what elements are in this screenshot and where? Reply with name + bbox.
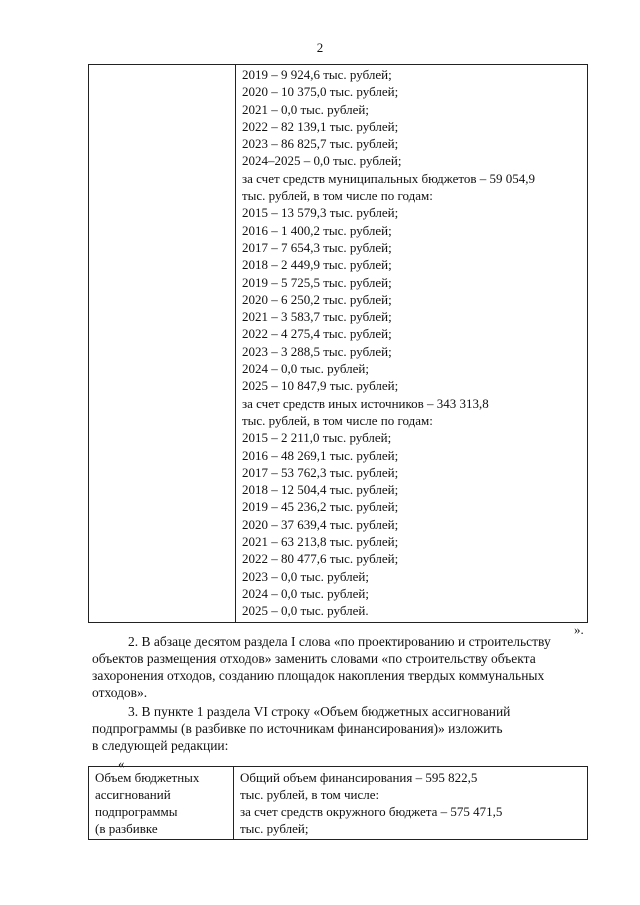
- page-number: 2: [316, 40, 324, 55]
- row-header-line: ассигнований: [95, 787, 171, 802]
- funding-line: 2021 – 3 583,7 тыс. рублей;: [242, 309, 392, 325]
- funding-line: 2017 – 53 762,3 тыс. рублей;: [242, 464, 399, 480]
- funding-line: 2015 – 13 579,3 тыс. рублей;: [242, 205, 399, 221]
- opening-quote: «: [118, 756, 125, 771]
- paragraph-3: [92, 703, 590, 754]
- funding-line: 2024 – 0,0 тыс. рублей;: [242, 361, 369, 377]
- value-line: тыс. рублей;: [240, 821, 309, 836]
- funding-source-line: за счет средств иных источников – 343 313,8: [242, 395, 489, 411]
- value-line: за счет средств окружного бюджета – 575 471,5: [240, 804, 503, 819]
- funding-source-line: тыс. рублей, в том числе по годам:: [242, 188, 433, 204]
- funding-line: 2016 – 48 269,1 тыс. рублей;: [242, 447, 399, 463]
- paragraph-line: в следующей редакции:: [92, 738, 229, 753]
- row-header-line: (в разбивке: [95, 821, 158, 836]
- funding-line: 2021 – 0,0 тыс. рублей;: [242, 101, 369, 117]
- table-right-cell: [236, 65, 588, 623]
- funding-line: 2020 – 6 250,2 тыс. рублей;: [242, 291, 392, 307]
- paragraph-line: захоронения отходов, созданию площадок накопления твердых коммунальных: [92, 668, 545, 683]
- funding-line: 2015 – 2 211,0 тыс. рублей;: [242, 430, 392, 446]
- paragraph-line: 2. В абзаце десятом раздела I слова «по проектированию и строительству: [128, 634, 551, 649]
- budget-allocation-table: [88, 766, 588, 840]
- funding-line: 2023 – 86 825,7 тыс. рублей;: [242, 136, 399, 152]
- funding-line: 2023 – 3 288,5 тыс. рублей;: [242, 343, 392, 359]
- funding-line: 2019 – 5 725,5 тыс. рублей;: [242, 274, 392, 290]
- funding-table-continuation: [88, 64, 588, 623]
- funding-source-line: тыс. рублей, в том числе по годам:: [242, 412, 433, 428]
- row-header-line: Объем бюджетных: [95, 770, 200, 785]
- funding-line: 2016 – 1 400,2 тыс. рублей;: [242, 222, 392, 238]
- paragraph-line: объектов размещения отходов» заменить словами «по строительству объекта: [92, 651, 536, 666]
- row-header-line: подпрограммы: [95, 804, 178, 819]
- funding-line: 2025 – 0,0 тыс. рублей.: [242, 603, 369, 619]
- paragraph-line: 3. В пункте 1 раздела VI строку «Объем бюджетных ассигнований: [128, 704, 511, 719]
- paragraph-2: [92, 633, 590, 701]
- funding-line: 2025 – 10 847,9 тыс. рублей;: [242, 378, 399, 394]
- funding-line: 2024–2025 – 0,0 тыс. рублей;: [242, 153, 402, 169]
- funding-line: 2023 – 0,0 тыс. рублей;: [242, 568, 369, 584]
- value-line: Общий объем финансирования – 595 822,5: [240, 770, 478, 785]
- funding-line: 2017 – 7 654,3 тыс. рублей;: [242, 239, 392, 255]
- value-line: тыс. рублей, в том числе:: [240, 787, 380, 802]
- paragraph-line: подпрограммы (в разбивке по источникам финансирования)» изложить: [92, 721, 503, 736]
- table-left-cell-empty: [89, 65, 236, 623]
- funding-line: 2022 – 82 139,1 тыс. рублей;: [242, 118, 399, 134]
- funding-line: 2019 – 45 236,2 тыс. рублей;: [242, 499, 399, 515]
- row-header-cell: [89, 767, 234, 840]
- funding-line: 2022 – 80 477,6 тыс. рублей;: [242, 551, 399, 567]
- funding-source-line: за счет средств муниципальных бюджетов – 59 054,9: [242, 170, 535, 186]
- funding-line: 2022 – 4 275,4 тыс. рублей;: [242, 326, 392, 342]
- funding-line: 2024 – 0,0 тыс. рублей;: [242, 585, 369, 601]
- closing-quote: ».: [574, 622, 584, 637]
- funding-line: 2019 – 9 924,6 тыс. рублей;: [242, 67, 392, 82]
- funding-line: 2020 – 10 375,0 тыс. рублей;: [242, 84, 399, 100]
- row-value-cell: [234, 767, 588, 840]
- funding-line: 2020 – 37 639,4 тыс. рублей;: [242, 516, 399, 532]
- paragraph-line: отходов».: [92, 685, 148, 700]
- funding-line: 2018 – 2 449,9 тыс. рублей;: [242, 257, 392, 273]
- funding-line: 2018 – 12 504,4 тыс. рублей;: [242, 482, 399, 498]
- funding-line: 2021 – 63 213,8 тыс. рублей;: [242, 534, 399, 550]
